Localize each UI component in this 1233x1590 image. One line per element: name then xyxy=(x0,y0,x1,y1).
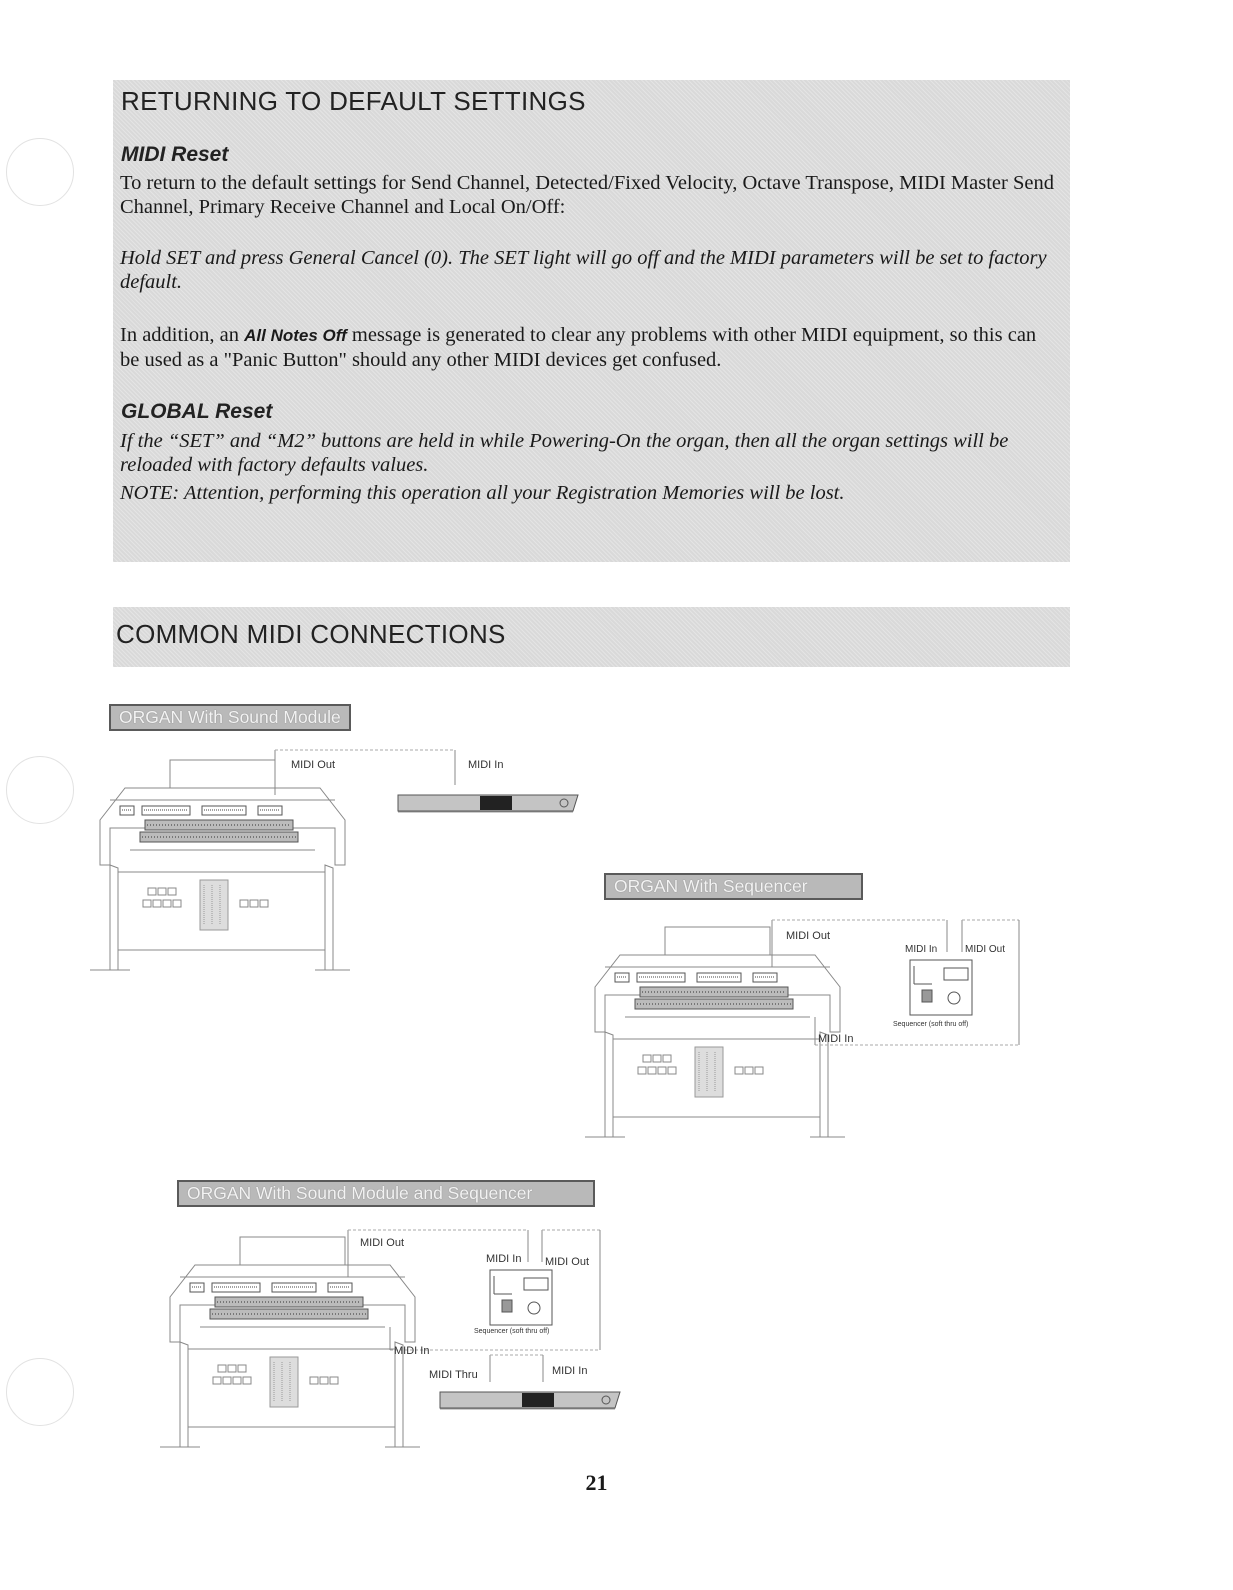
sequencer-caption: Sequencer (soft thru off) xyxy=(474,1328,550,1335)
binder-hole-top xyxy=(6,138,74,206)
organ-illustration xyxy=(160,1237,420,1447)
midi-reset-instruction: Hold SET and press General Cancel (0). The SET light will go off and the MIDI parameters will be set to factory default. xyxy=(120,247,1047,293)
midi-reset-heading: MIDI Reset xyxy=(121,143,229,166)
midi-reset-intro: To return to the default settings for Send Channel, Detected/Fixed Velocity, Octave Transpose, MIDI Master Send Channel, Primary Receive Channel and Local On/Off: xyxy=(120,172,1054,218)
sequencer-illustration xyxy=(490,1270,552,1325)
diagram-label-sound-module: ORGAN With Sound Module xyxy=(109,704,351,731)
organ-midi-in-label: MIDI In xyxy=(394,1345,430,1357)
binder-hole-middle xyxy=(6,756,74,824)
sequencer-midi-out-label: MIDI Out xyxy=(965,944,1006,955)
module-midi-in-label: MIDI In xyxy=(552,1365,588,1377)
sequencer-illustration xyxy=(910,960,972,1015)
midi-out-label: MIDI Out xyxy=(291,759,336,771)
midi-in-label: MIDI In xyxy=(468,759,504,771)
note-text-after: message is generated to clear any problems with other MIDI equipment, so this can be used as a "Panic Button" should any other MIDI devices get confused. xyxy=(120,324,1037,371)
midi-connections-panel xyxy=(113,607,1070,667)
sound-module-illustration xyxy=(398,795,578,812)
sequencer-midi-in-label: MIDI In xyxy=(905,944,938,955)
section-title-default-settings: RETURNING TO DEFAULT SETTINGS xyxy=(121,86,586,116)
diagram-label-module-sequencer: ORGAN With Sound Module and Sequencer xyxy=(177,1180,595,1207)
sound-module-illustration xyxy=(440,1392,620,1409)
midi-thru-label: MIDI Thru xyxy=(429,1369,478,1381)
organ-illustration xyxy=(90,760,350,970)
section-title-midi-connections: COMMON MIDI CONNECTIONS xyxy=(116,619,506,649)
sequencer-midi-in-label: MIDI In xyxy=(486,1253,522,1265)
default-settings-panel xyxy=(113,80,1070,562)
diagram-organ-module-sequencer xyxy=(150,1222,630,1447)
sequencer-midi-out-label: MIDI Out xyxy=(545,1256,590,1268)
binder-hole-bottom xyxy=(6,1358,74,1426)
diagram-organ-sound-module xyxy=(80,745,600,970)
diagram-organ-sequencer xyxy=(575,912,1035,1137)
global-reset-heading: GLOBAL Reset xyxy=(121,400,273,423)
sequencer-caption: Sequencer (soft thru off) xyxy=(893,1021,969,1028)
midi-out-label: MIDI Out xyxy=(786,930,831,942)
organ-midi-in-label: MIDI In xyxy=(818,1033,854,1045)
page-number: 21 xyxy=(585,1470,608,1495)
all-notes-off-term: All Notes Off xyxy=(244,326,347,345)
note-text-before: In addition, an xyxy=(120,324,239,346)
midi-out-label: MIDI Out xyxy=(360,1237,405,1249)
global-reset-warning: NOTE: Attention, performing this operation all your Registration Memories will be lost. xyxy=(120,482,845,504)
diagram-label-sequencer: ORGAN With Sequencer xyxy=(604,873,863,900)
organ-illustration xyxy=(585,927,845,1137)
global-reset-text: If the “SET” and “M2” buttons are held in while Powering-On the organ, then all the organ settings will be reloaded with factory defaults values. xyxy=(120,430,1009,476)
all-notes-off-note xyxy=(120,323,1055,372)
